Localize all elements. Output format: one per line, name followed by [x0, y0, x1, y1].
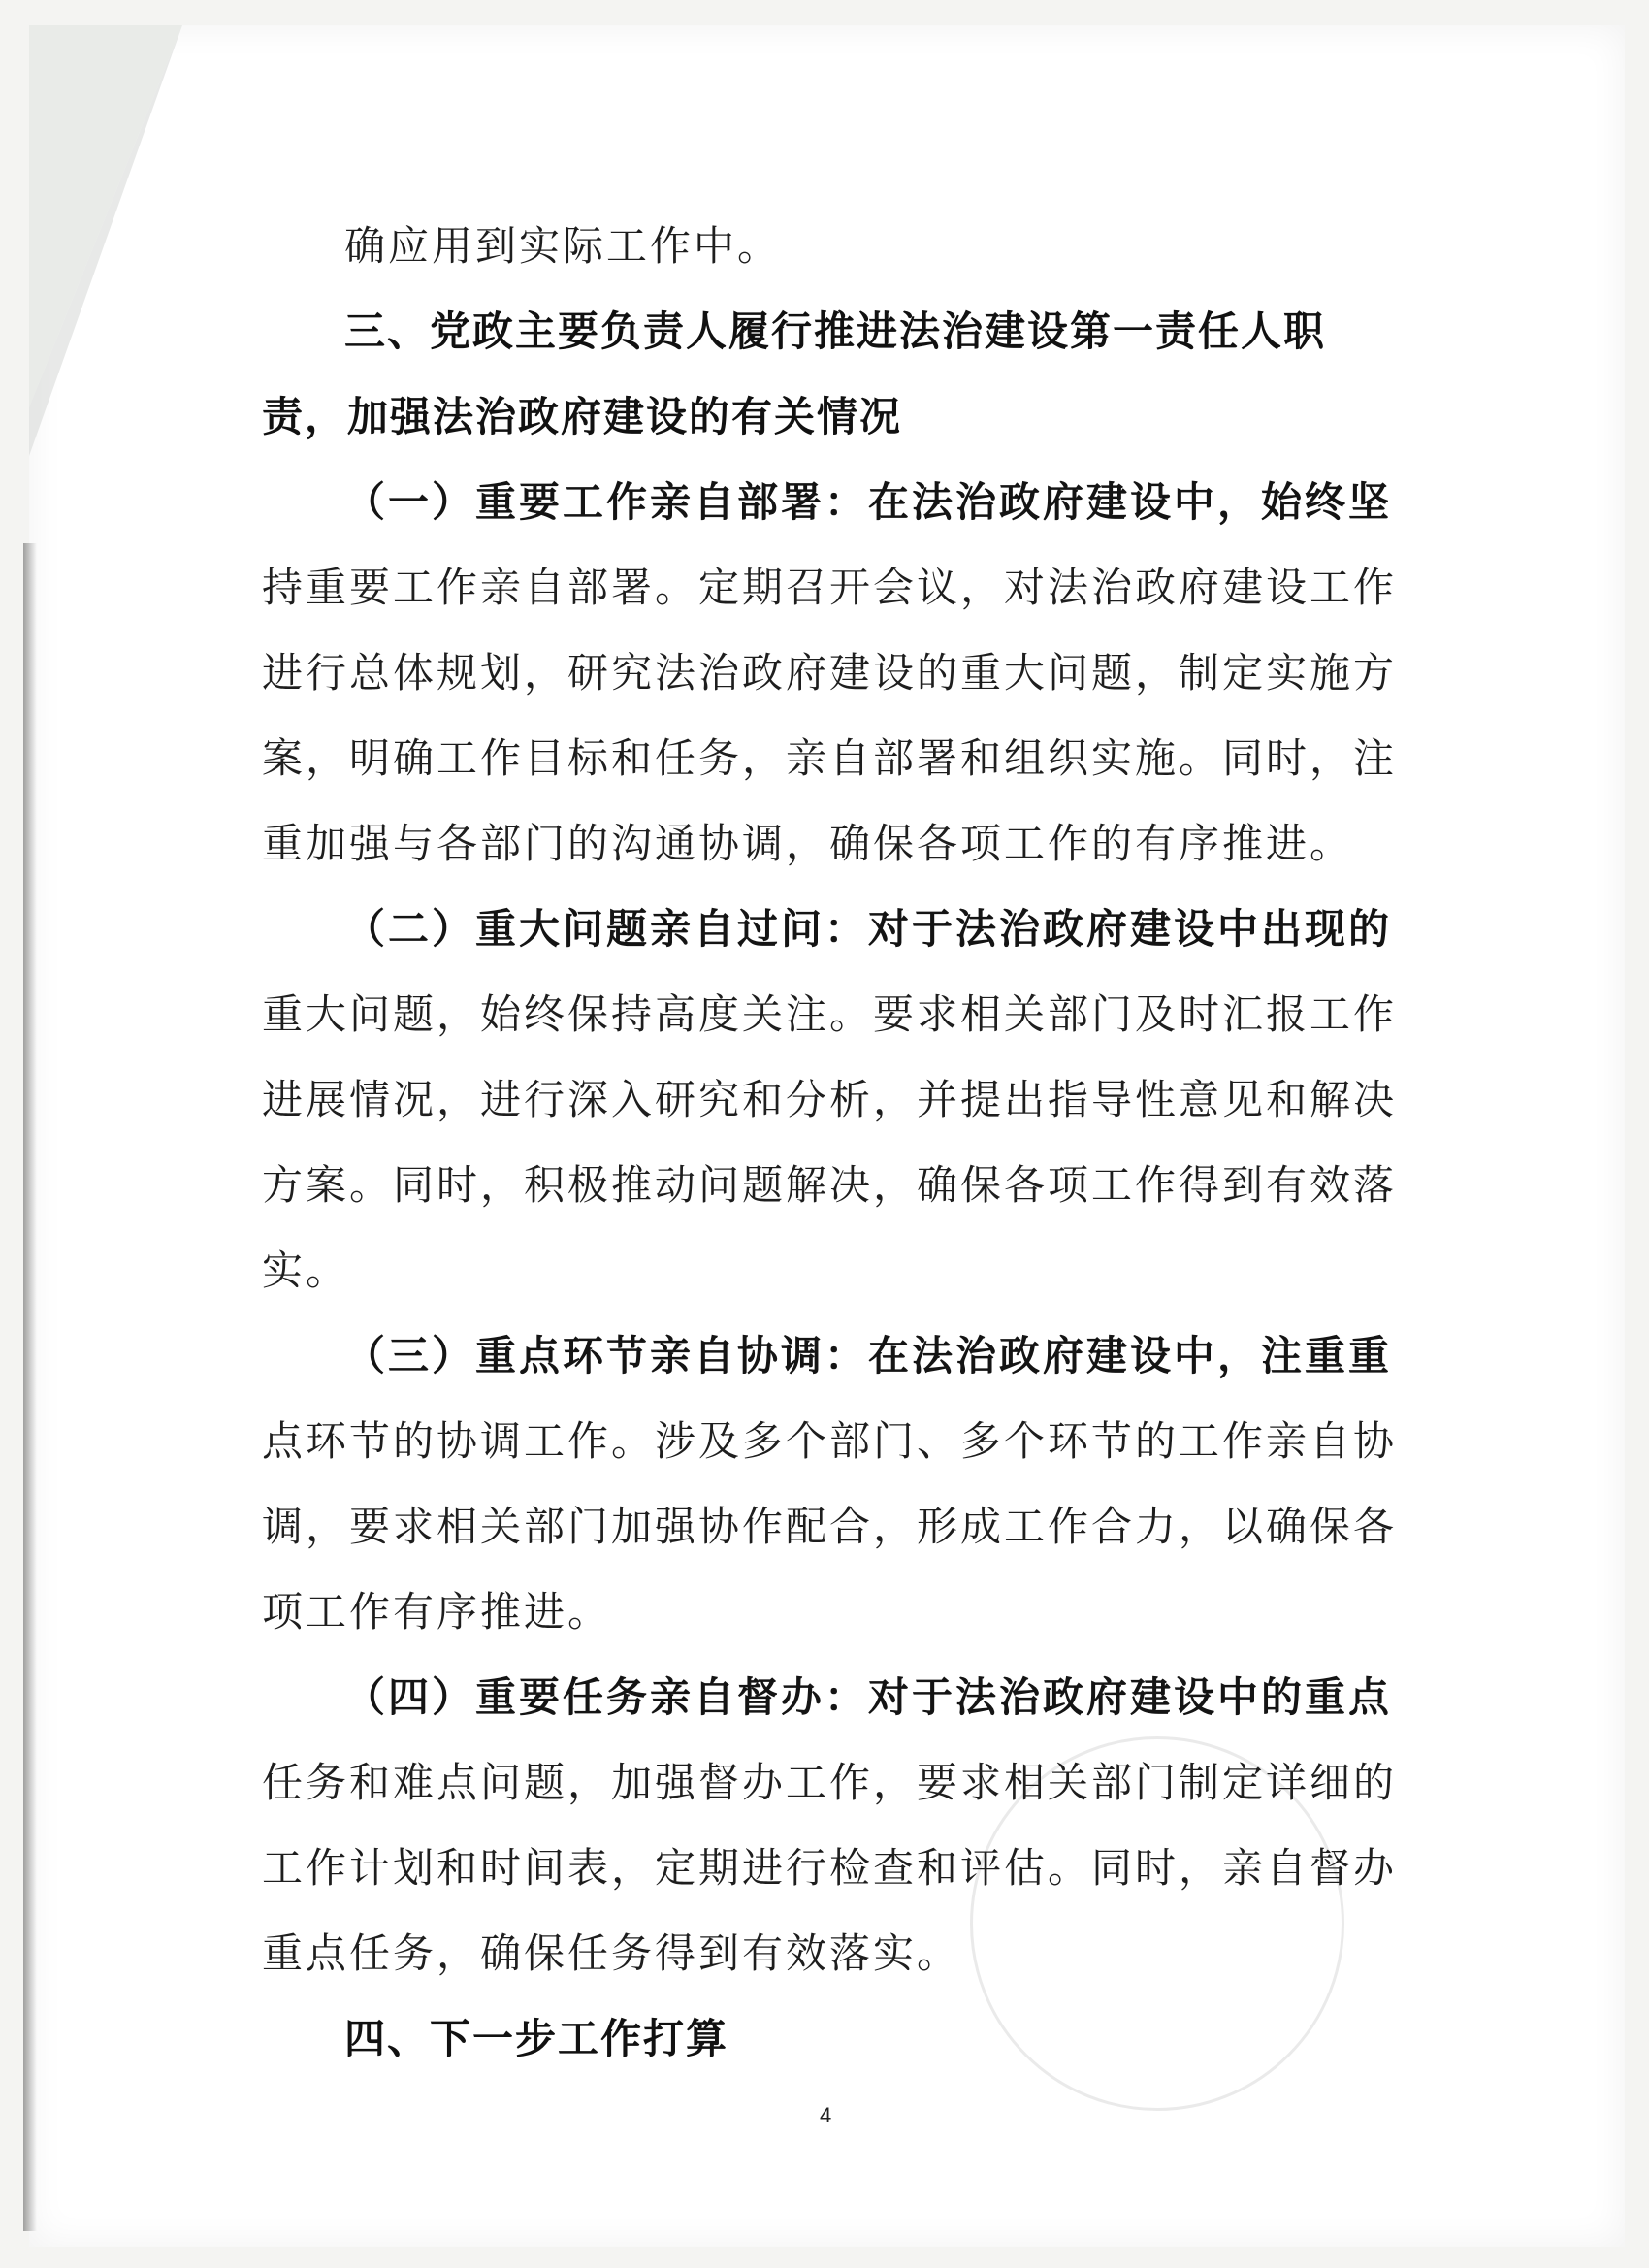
body-line: 重加强与各部门的沟通协调，确保各项工作的有序推进。 [262, 820, 1354, 867]
section-heading-continued: 责，加强法治政府建设的有关情况 [262, 393, 903, 440]
body-line: 持重要工作亲自部署。定期召开会议，对法治政府建设工作 [262, 564, 1398, 611]
body-line: 确应用到实际工作中。 [344, 222, 782, 270]
body-line: 重点任务，确保任务得到有效落实。 [262, 1929, 961, 1977]
body-line: 重大问题，始终保持高度关注。要求相关部门及时汇报工作 [262, 990, 1398, 1038]
body-line: 项工作有序推进。 [262, 1588, 612, 1636]
body-line: 方案。同时，积极推动问题解决，确保各项工作得到有效落 [262, 1161, 1398, 1209]
subsection-paragraph-start: （一）重要工作亲自部署：在法治政府建设中，始终坚 [344, 478, 1393, 526]
body-line: 点环节的协调工作。涉及多个部门、多个环节的工作亲自协 [262, 1417, 1398, 1465]
scan-shadow-edge [23, 543, 37, 2231]
body-line: 进展情况，进行深入研究和分析，并提出指导性意见和解决 [262, 1076, 1398, 1123]
page-number: 4 [820, 2103, 832, 2127]
body-line: 进行总体规划，研究法治政府建设的重大问题，制定实施方 [262, 649, 1398, 697]
body-line: 工作计划和时间表，定期进行检查和评估。同时，亲自督办 [262, 1844, 1398, 1892]
body-line: 调，要求相关部门加强协作配合，形成工作合力，以确保各 [262, 1503, 1398, 1550]
subsection-paragraph-start: （二）重大问题亲自过问：对于法治政府建设中出现的 [344, 905, 1393, 953]
subsection-paragraph-start: （四）重要任务亲自督办：对于法治政府建设中的重点 [344, 1673, 1393, 1721]
section-heading: 三、党政主要负责人履行推进法治建设第一责任人职 [344, 308, 1327, 355]
body-line: 案，明确工作目标和任务，亲自部署和组织实施。同时，注 [262, 734, 1398, 782]
subsection-paragraph-start: （三）重点环节亲自协调：在法治政府建设中，注重重 [344, 1332, 1393, 1379]
body-line: 任务和难点问题，加强督办工作，要求相关部门制定详细的 [262, 1759, 1398, 1806]
section-heading: 四、下一步工作打算 [344, 2015, 729, 2062]
body-line: 实。 [262, 1247, 350, 1294]
